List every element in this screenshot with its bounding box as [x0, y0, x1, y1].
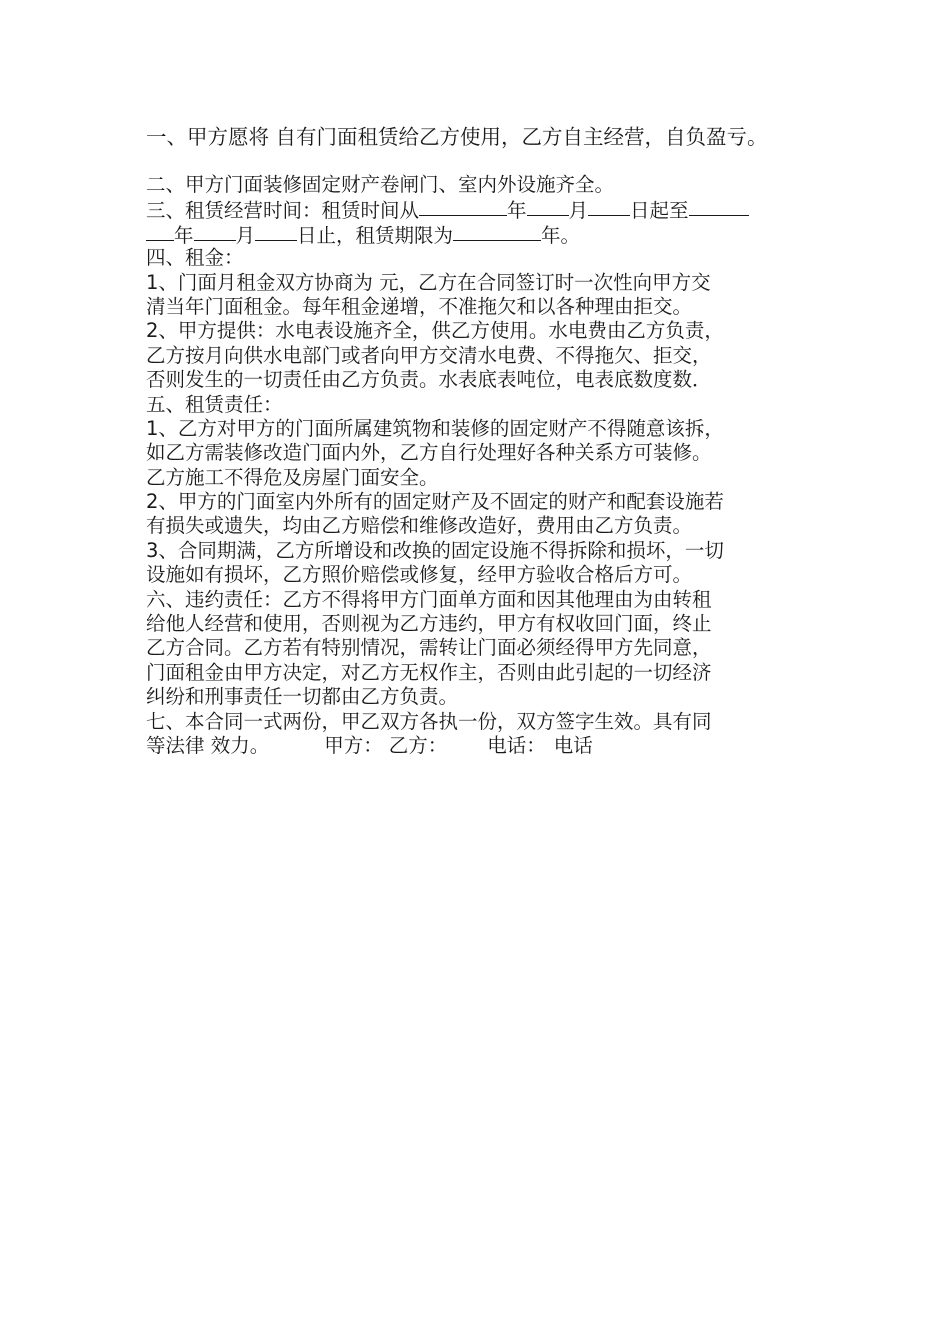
clause-4-item-2-line-2: 乙方按月向供水电部门或者向甲方交清水电费、不得拖欠、拒交，: [146, 343, 712, 367]
clause-5-item-1-line-3: 乙方施工不得危及房屋门面安全。: [146, 465, 439, 489]
clause-5-heading: 五、租赁责任：: [146, 392, 283, 416]
end-day-blank[interactable]: [255, 222, 297, 241]
phone-label-1: 电话：: [487, 733, 546, 757]
day-to-label: 日起至: [630, 199, 689, 223]
clause-4-item-1-line-1: 1、门面月租金双方协商为 元，乙方在合同签订时一次性向甲方交: [146, 270, 711, 294]
clause-5-item-3-line-1: 3、合同期满，乙方所增设和改换的固定设施不得拆除和损坏，一切: [146, 538, 724, 562]
start-day-blank[interactable]: [588, 197, 630, 216]
clause-3-line-2: [146, 222, 826, 246]
clause-6-line-5: 纠纷和刑事责任一切都由乙方负责。: [146, 685, 459, 709]
clause-6-line-3: 乙方合同。乙方若有特别情况，需转让门面必须经得甲方先同意，: [146, 636, 712, 660]
start-year-blank[interactable]: [419, 197, 507, 216]
clause-5-item-2-line-2: 有损失或遗失，均由乙方赔偿和维修改造好，费用由乙方负责。: [146, 514, 693, 538]
month-label: 月: [568, 199, 589, 223]
clause-5-item-1-line-1: 1、乙方对甲方的门面所属建筑物和装修的固定财产不得随意该拆，: [146, 416, 724, 440]
clause-5-item-2-line-1: 2、甲方的门面室内外所有的固定财产及不固定的财产和配套设施若: [146, 490, 724, 514]
clause-2: 二、甲方门面装修固定财产卷闸门、室内外设施齐全。: [146, 173, 615, 196]
clause-7-line-1: 七、本合同一式两份，甲乙双方各执一份，双方签字生效。具有同: [146, 709, 712, 733]
clause-3-line-1: [146, 197, 826, 221]
clause-6-line-4: 门面租金由甲方决定，对乙方无权作主，否则由此引起的一切经济: [146, 660, 712, 684]
clause-4-item-1-line-2: 清当年门面租金。每年租金递增，不准拖欠和以各种理由拒交。: [146, 294, 693, 318]
end-year-blank-part-2[interactable]: [146, 222, 174, 241]
year-label: 年: [507, 199, 527, 223]
clause-5-item-3-line-2: 设施如有损坏，乙方照价赔偿或修复，经甲方验收合格后方可。: [146, 563, 693, 587]
year3-label: 年。: [541, 223, 581, 247]
start-month-blank[interactable]: [527, 197, 569, 216]
phone-label-2: 电话: [553, 733, 593, 757]
clause-4-heading: 四、租金：: [146, 246, 244, 270]
lease-contract-body: [146, 119, 826, 758]
clause-5-item-1-line-2: 如乙方需装修改造门面内外，乙方自行处理好各种关系方可装修。: [146, 441, 712, 465]
paragraph-gap: [146, 155, 826, 173]
end-month-blank[interactable]: [194, 222, 236, 241]
party-b-signature-label: 乙方：: [388, 733, 448, 757]
clause-4-item-2-line-3: 否则发生的一切责任由乙方负责。水表底表吨位，电表底数度数．: [146, 368, 712, 392]
clause-7-line-2: [146, 734, 826, 758]
clause-6-line-2: 给他人经营和使用，否则视为乙方违约，甲方有权收回门面，终止: [146, 612, 712, 636]
clause-6-line-1: 六、违约责任：乙方不得将甲方门面单方面和因其他理由为由转租: [146, 587, 712, 611]
clause-4-item-2-line-1: 2、甲方提供：水电表设施齐全，供乙方使用。水电费由乙方负责，: [146, 319, 724, 343]
clause-7-legal-effect: 等法律 效力。: [146, 733, 270, 757]
day-end-label: 日止，租赁期限为: [297, 223, 454, 247]
clause-3-prefix: 三、租赁经营时间：租赁时间从: [146, 199, 420, 223]
clause-1: 一、甲方愿将 自有门面租赁给乙方使用，乙方自主经营，自负盈亏。: [146, 125, 768, 149]
year2-label: 年: [174, 223, 194, 247]
party-a-signature-label: 甲方：: [324, 733, 383, 757]
month2-label: 月: [235, 223, 256, 247]
end-year-blank-part-1[interactable]: [689, 197, 749, 216]
lease-term-blank[interactable]: [453, 222, 541, 241]
